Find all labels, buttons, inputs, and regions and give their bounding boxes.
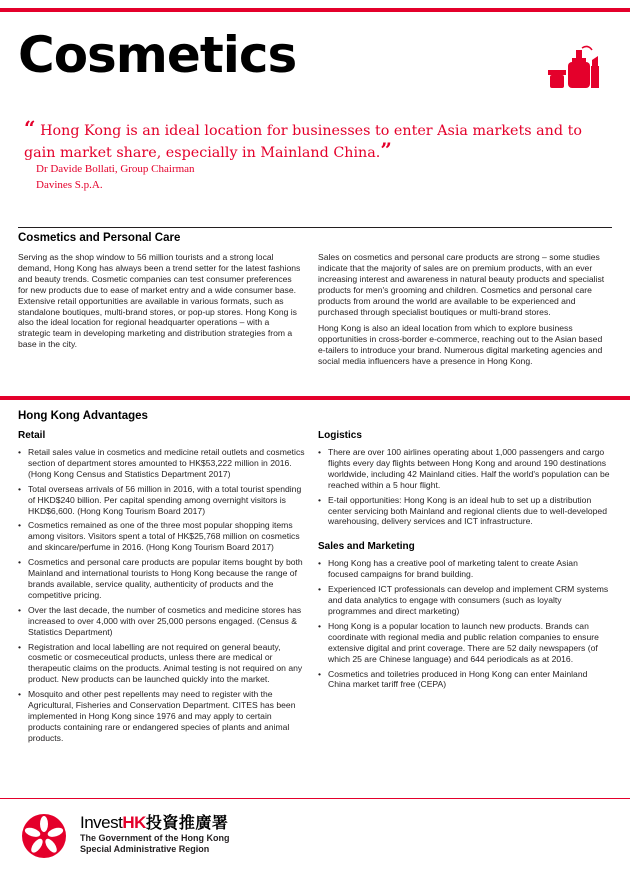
list-item: • Mosquito and other pest repellents may need to register with the Agricultural, Fisheries and Conservation Department. CITES has been implemented in Hong Kong since 1976 and may apply to certain products containing rare or endangered species of plants and animal products. bbox=[18, 689, 306, 744]
investhk-brand bbox=[80, 813, 230, 833]
list-item: • Cosmetics and toiletries produced in Hong Kong can enter Mainland China market tariff free (CEPA) bbox=[318, 669, 610, 691]
hong-kong-advantages-section bbox=[18, 404, 612, 796]
quote-organisation: Davines S.p.A. bbox=[36, 179, 103, 191]
quote-author: Dr Davide Bollati, Group Chairman bbox=[36, 163, 195, 175]
government-line-2: Special Administrative Region bbox=[80, 844, 210, 854]
list-item: • Retail sales value in cosmetics and medicine retail outlets and cosmetics section of department stores amounted to HK$53,222 million in 2016. (Hong Kong Census and Statistics Department 2017) bbox=[18, 447, 306, 480]
pull-quote bbox=[24, 116, 594, 163]
logistics-list bbox=[318, 447, 610, 527]
paragraph: Sales on cosmetics and personal care products are strong – some studies indicate that the majority of sales are on premium products, with an ever increasing interest and awareness in natural beauty products and specialist products for men's grooming and children. Cosmetics and personal care products from around the world are available to be experienced and purchased through specialist boutiques or multi-brand stores. bbox=[318, 252, 605, 317]
close-quote-mark: ” bbox=[380, 138, 392, 162]
list-item: • Over the last decade, the number of cosmetics and medicine stores has increased to over 4,000 with over 25,000 persons engaged. (Census & Statistics Department) bbox=[18, 605, 306, 638]
list-item: • There are over 100 airlines operating about 1,000 passengers and cargo flights every day flights between Hong Kong and around 190 destinations worldwide, including 42 Mainland cities. Half the world's population can be reached within a 5 hour flight. bbox=[318, 447, 610, 491]
cosmetics-bottles-icon bbox=[546, 44, 602, 97]
retail-column bbox=[18, 430, 306, 748]
sales-marketing-list bbox=[318, 558, 610, 690]
list-item: • Hong Kong is a popular location to launch new products. Brands can coordinate with regional media and public relation companies to ensure extensive digital and print coverage. There are 52 daily newspapers (of which 25 are Chinese language) and 644 periodicals as at 2016. bbox=[318, 621, 610, 665]
logistics-marketing-column bbox=[318, 430, 610, 694]
paragraph: Hong Kong is also an ideal location from which to explore business opportunities in cross-border e-commerce, reaching out to the Asian based e-tailers to introduce your brand. Numerous digital marketing agencies and social media influencers have a presence in Hong Kong. bbox=[318, 323, 603, 367]
top-red-rule bbox=[0, 8, 630, 12]
page-title: Cosmetics bbox=[18, 26, 297, 84]
list-item: • Hong Kong has a creative pool of marketing talent to create Asian focused campaigns for brand building. bbox=[318, 558, 610, 580]
bauhinia-emblem-icon bbox=[18, 812, 70, 869]
section-title: Hong Kong Advantages bbox=[18, 410, 148, 422]
brand-invest: Invest bbox=[80, 813, 123, 832]
list-item: • Cosmetics and personal care products are popular items bought by both Mainland and international tourists to Hong Kong because the range of brands available, service quality, authenticity of products and the competitive pricing. bbox=[18, 557, 306, 601]
quote-text: Hong Kong is an ideal location for businesses to enter Asia markets and to gain market share, especially in Mainland China. bbox=[24, 123, 582, 161]
brand-hk: HK bbox=[122, 813, 146, 832]
open-quote-mark: “ bbox=[24, 116, 36, 140]
investhk-logo bbox=[80, 813, 230, 855]
left-column bbox=[18, 252, 304, 350]
list-item: • Registration and local labelling are not required on general beauty, cosmetic or cosmeceutical products, unless there are medical or therapeutic claims on the products. Animal testing is not required on any product. New products can be launched quickly into the market. bbox=[18, 642, 306, 686]
list-item: • Cosmetics remained as one of the three most popular shopping items among visitors. Visitors spent a total of HK$25,768 million on cosmetics and skincare/perfume in 2016. (Hong Kong Tourism Board 2017) bbox=[18, 520, 306, 553]
middle-red-rule bbox=[0, 396, 630, 400]
cosmetics-personal-care-section bbox=[18, 227, 612, 397]
sales-marketing-heading: Sales and Marketing bbox=[318, 541, 415, 553]
retail-heading: Retail bbox=[18, 430, 46, 441]
logistics-heading: Logistics bbox=[318, 430, 362, 441]
right-column bbox=[318, 252, 610, 367]
retail-list bbox=[18, 447, 306, 744]
paragraph: Serving as the shop window to 56 million tourists and a strong local demand, Hong Kong has always been a trend setter for the latest fashions and beauty trends. Cosmetic companies can test consumer preferences for new products due to ease of market entry and a wide consumer base. Extensive retail opportunities are available in various formats, such as standalone boutiques, multi-brand stores, or pop-up stores. Hong Kong is also the ideal location for regional headquarter operations – with a strategic team in developing marketing and distribution strategies from a base in the city. bbox=[18, 252, 301, 350]
list-item: • E-tail opportunities: Hong Kong is an ideal hub to set up a distribution center servicing both Mainland and regional clients due to well-developed warehousing, delivery services and ICT infrastructure. bbox=[318, 495, 610, 528]
brand-chinese: 投資推廣署 bbox=[145, 813, 229, 832]
list-item: • Total overseas arrivals of 56 million in 2016, with a total tourist spending of HKD$240 billion. Per capital spending among overnight visitors is HKD$6,600. (Hong Kong Tourism Board 2017) bbox=[18, 484, 306, 517]
government-line-1: The Government of the Hong Kong bbox=[80, 833, 230, 843]
section-title: Cosmetics and Personal Care bbox=[18, 232, 181, 244]
footer-rule bbox=[0, 798, 630, 799]
list-item: • Experienced ICT professionals can develop and implement CRM systems and data analytics to engage with consumers (such as loyalty programmes and direct marketing) bbox=[318, 584, 610, 617]
